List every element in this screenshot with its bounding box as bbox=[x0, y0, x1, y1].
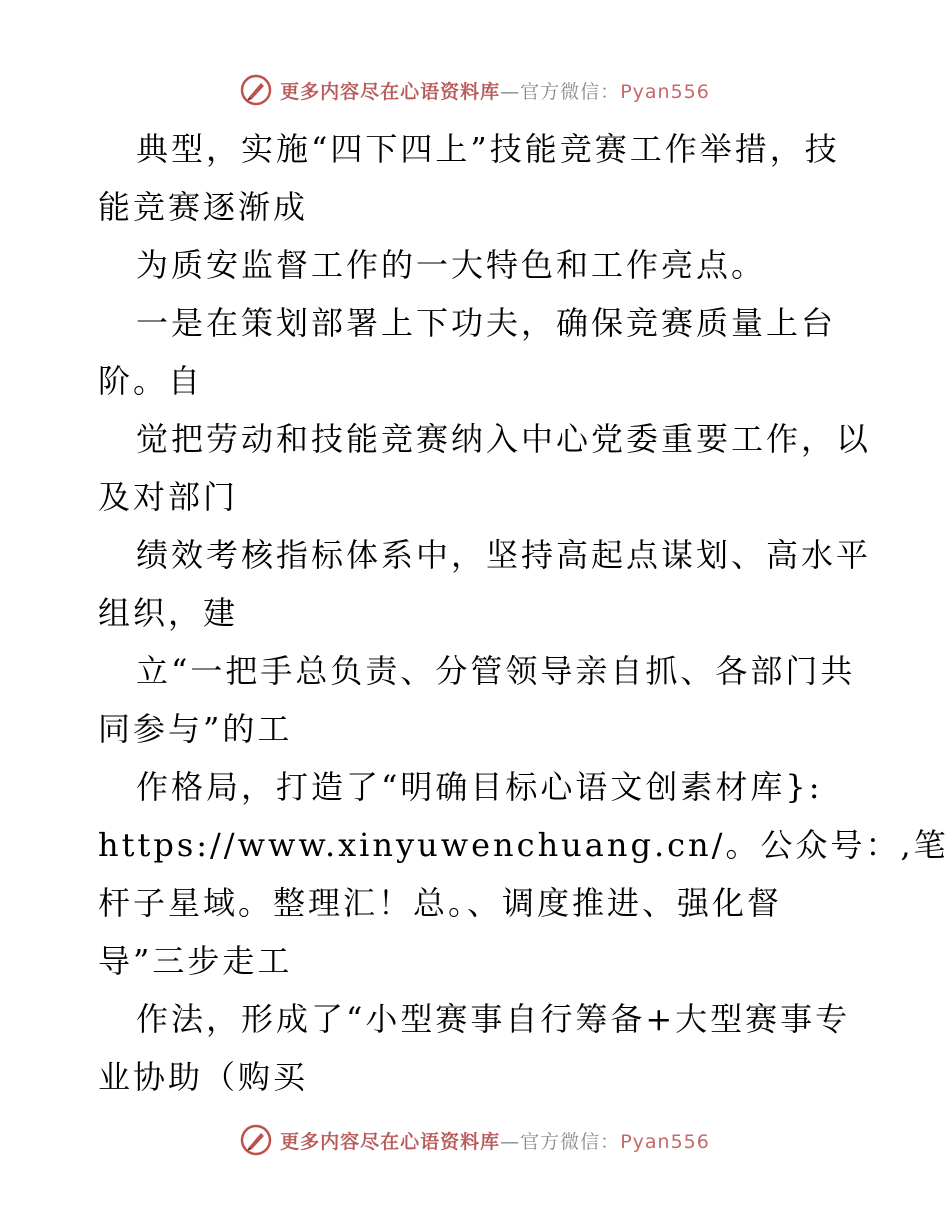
watermark-wechat-id: Pyan556 bbox=[620, 80, 710, 103]
text-line: 为质安监督工作的一大特色和工作亮点。 bbox=[136, 246, 767, 284]
watermark-wechat-label: 官方微信： bbox=[520, 1130, 621, 1153]
watermark-wechat-id: Pyan556 bbox=[620, 1130, 710, 1153]
watermark-text bbox=[280, 1127, 710, 1154]
text-line: 导”三步走工 bbox=[98, 942, 293, 980]
text-line: 阶。自 bbox=[98, 362, 204, 400]
watermark-dash: — bbox=[500, 80, 521, 103]
footer-watermark bbox=[0, 1120, 950, 1160]
text-line: 绩效考核指标体系中，坚持高起点谋划、高水平 bbox=[136, 536, 872, 574]
watermark-text bbox=[280, 77, 710, 104]
url-line: https://www.xinyuwenchuang.cn/。公众号：,笔 bbox=[98, 826, 949, 864]
watermark-wechat-label: 官方微信： bbox=[520, 80, 621, 103]
watermark-brand: 更多内容尽在心语资料库 bbox=[280, 80, 501, 103]
watermark-dash: — bbox=[500, 1130, 521, 1153]
quill-logo-icon bbox=[240, 1124, 272, 1156]
watermark-brand: 更多内容尽在心语资料库 bbox=[280, 1130, 501, 1153]
text-line: 作法，形成了“小型赛事自行筹备+大型赛事专 bbox=[136, 1000, 851, 1038]
text-line: 组织，建 bbox=[98, 594, 239, 632]
quill-logo-icon bbox=[240, 74, 272, 106]
text-line: 业协助（购买 bbox=[98, 1058, 309, 1096]
header-watermark bbox=[0, 70, 950, 110]
text-line: 能竞赛逐渐成 bbox=[98, 188, 309, 226]
document-body bbox=[98, 120, 949, 1106]
text-line: 觉把劳动和技能竞赛纳入中心党委重要工作，以 bbox=[136, 420, 872, 458]
text-line: 作格局，打造了“明确目标心语文创素材库}: bbox=[136, 768, 823, 806]
text-line: 一是在策划部署上下功夫，确保竞赛质量上台 bbox=[136, 304, 837, 342]
text-line: 杆子星域。整理汇！总。、调度推进、强化督 bbox=[98, 884, 783, 922]
text-line: 及对部门 bbox=[98, 478, 239, 516]
text-line: 立“一把手总负责、分管领导亲自抓、各部门共 bbox=[136, 652, 856, 690]
text-line: 同参与”的工 bbox=[98, 710, 293, 748]
text-line: 典型，实施“四下四上”技能竞赛工作举措，技 bbox=[136, 130, 840, 168]
